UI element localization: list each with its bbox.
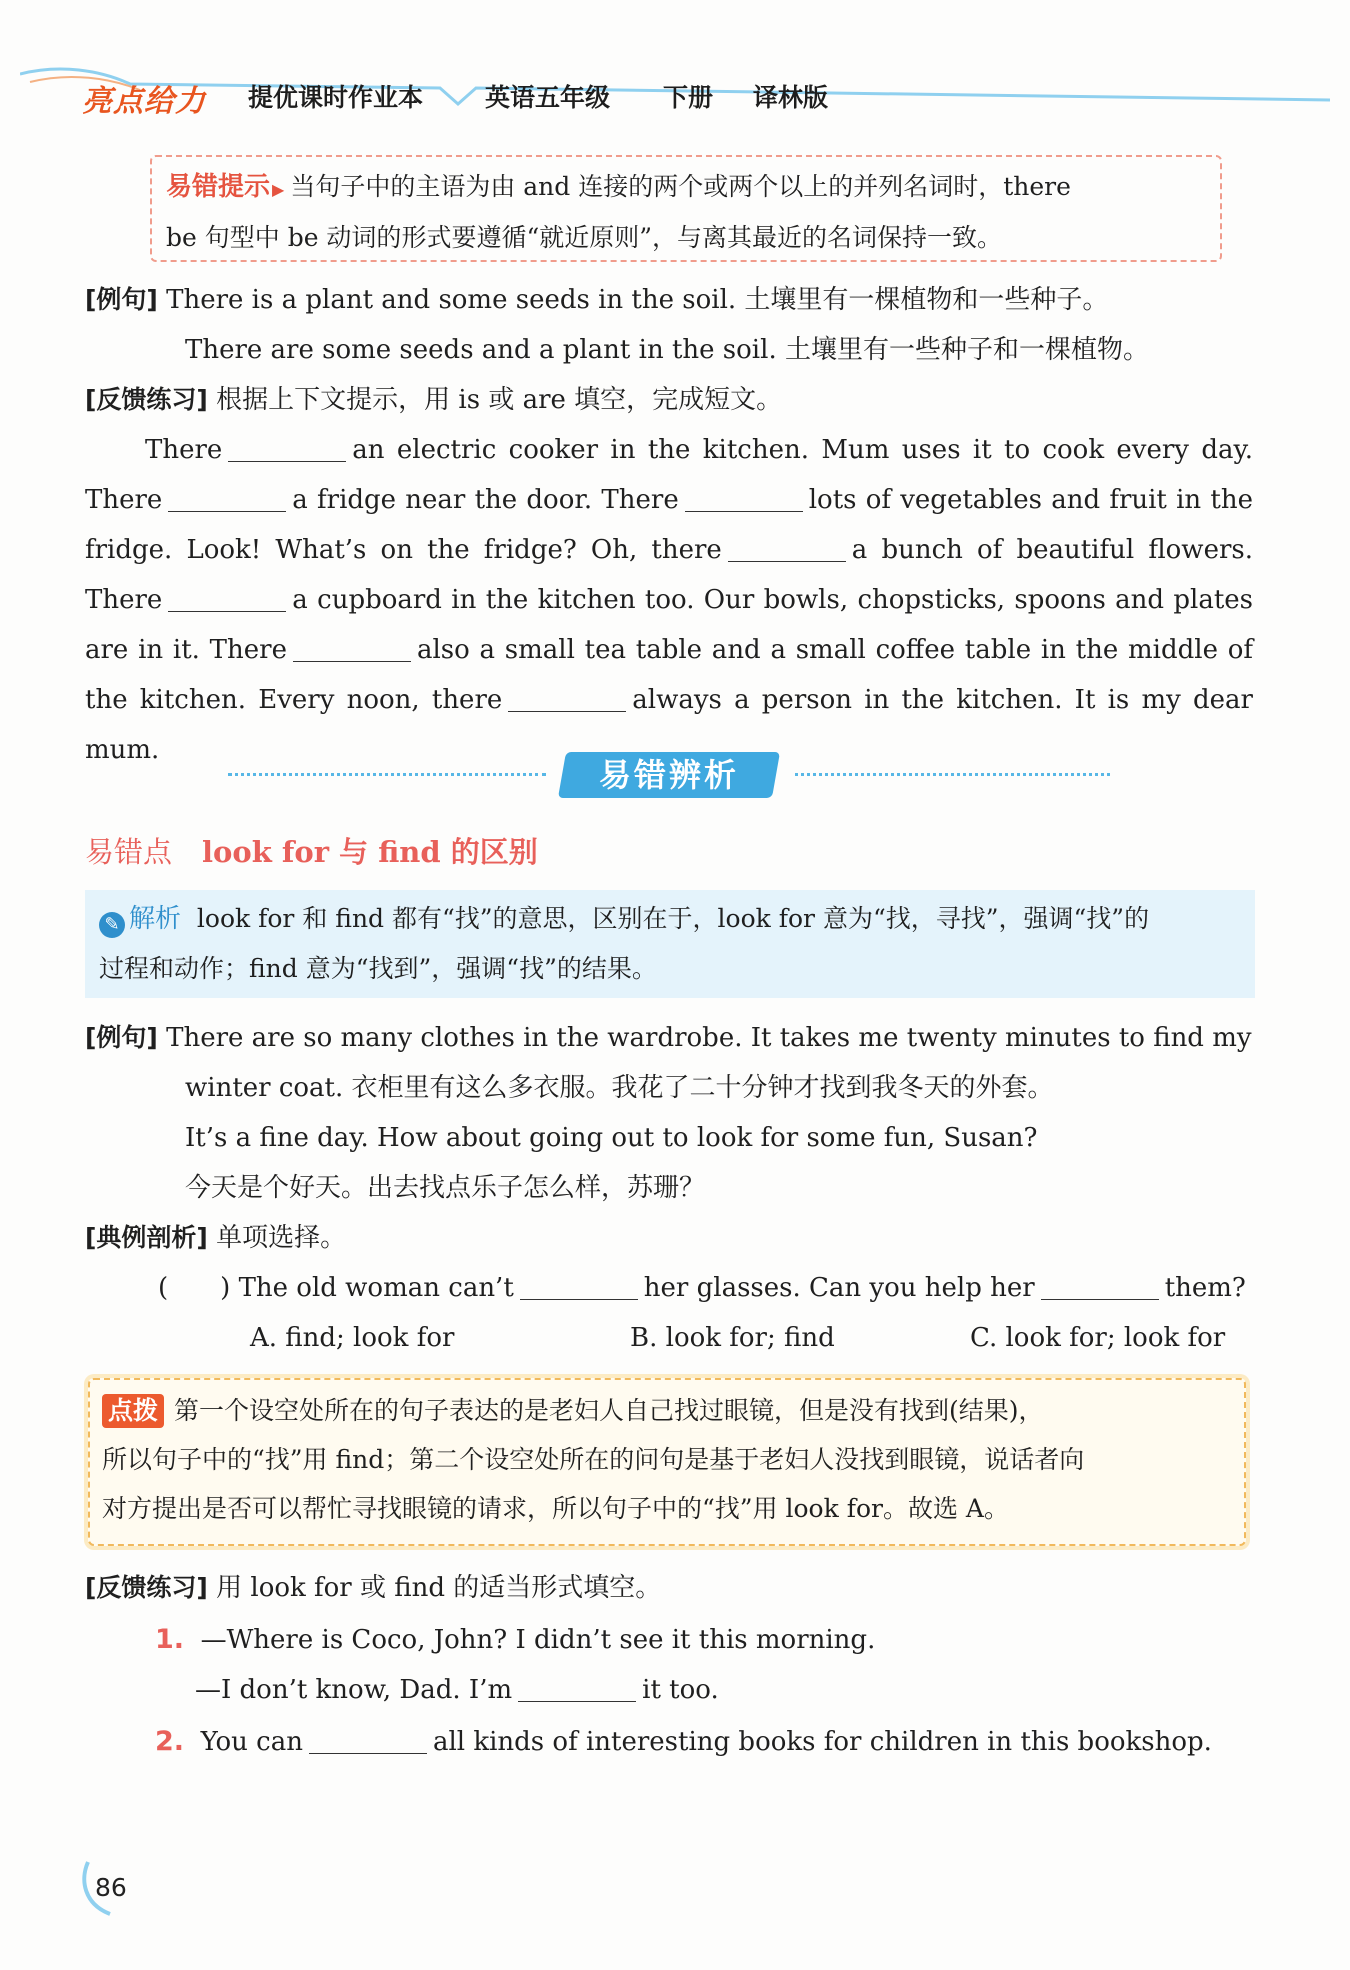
option-a[interactable]: A. find; look for xyxy=(250,1323,455,1353)
answer-blank[interactable] xyxy=(685,510,803,512)
tip-line-1 xyxy=(166,163,1206,214)
tip-text-2: be 句型中 be 动词的形式要遵循“就近原则”，与离其最近的名词保持一致。 xyxy=(166,223,1003,252)
answer-blank[interactable] xyxy=(520,1298,638,1300)
question-part-3: them? xyxy=(1164,1273,1246,1303)
cloze-segment: There xyxy=(145,435,223,465)
triangle-arrow-icon: ▶ xyxy=(272,180,285,199)
cloze-passage xyxy=(85,425,1253,775)
example2-text1: There are so many clothes in the wardrobe. It takes me twenty minutes to find my xyxy=(166,1023,1252,1053)
hint-line-1 xyxy=(102,1386,1230,1435)
hint-text-1: 第一个设空处所在的句子表达的是老妇人自己找过眼镜，但是没有找到(结果)， xyxy=(174,1396,1044,1425)
edition-label: 译林版 xyxy=(753,83,829,112)
example2-text2: winter coat. 衣柜里有这么多衣服。我花了二十分钟才找到我冬天的外套。 xyxy=(185,1073,1054,1103)
practice1-instruction: 根据上下文提示，用 is 或 are 填空，完成短文。 xyxy=(216,385,783,415)
analysis-text-2: 过程和动作；find 意为“找到”，强调“找”的结果。 xyxy=(99,954,657,983)
pencil-check-icon: ✎ xyxy=(99,912,125,938)
answer-blank[interactable] xyxy=(508,710,626,712)
question-part-2: her glasses. Can you help her xyxy=(643,1273,1035,1303)
q1-text-2b: it too. xyxy=(642,1675,719,1705)
practice2-q1-line1 xyxy=(155,1622,875,1658)
cloze-segment: a fridge near the door. There xyxy=(292,485,679,515)
question-part-1: The old woman can’t xyxy=(238,1273,514,1303)
cloze-segment: lots of vegetables and fruit in the fridge. Look! What’s on the fridge? Oh, there xyxy=(85,485,1253,565)
answer-blank[interactable] xyxy=(309,1752,427,1754)
typical-instruction: 单项选择。 xyxy=(216,1223,347,1253)
answer-blank[interactable] xyxy=(728,560,846,562)
question-number: 1. xyxy=(155,1624,185,1655)
cloze-segment: a bunch of beautiful flowers. There xyxy=(85,535,1253,615)
banner-dotted-line-left xyxy=(228,773,546,776)
error-tip-box xyxy=(150,155,1222,262)
q2-text-b: all kinds of interesting books for children in this bookshop. xyxy=(432,1727,1212,1757)
cloze-segment: an electric cooker in the kitchen. Mum uses it to cook every day. There xyxy=(85,435,1253,515)
analysis-label: 解析 xyxy=(129,904,182,934)
example2-text3: It’s a fine day. How about going out to look for some fun, Susan? xyxy=(185,1123,1038,1153)
practice1-heading xyxy=(85,382,782,418)
practice2-heading xyxy=(85,1570,661,1606)
example1-text2: There are some seeds and a plant in the soil. 土壤里有一些种子和一棵植物。 xyxy=(185,335,1149,365)
answer-blank[interactable] xyxy=(168,510,286,512)
cloze-segment: always a person in the kitchen. It is my dear mum. xyxy=(85,685,1253,765)
hint-label: 点拨 xyxy=(102,1394,164,1428)
typical-heading xyxy=(85,1220,346,1256)
error-point-heading xyxy=(85,830,538,871)
option-b[interactable]: B. look for; find xyxy=(630,1323,835,1353)
question-number: 2. xyxy=(155,1726,185,1757)
answer-blank[interactable] xyxy=(293,660,411,662)
typical-tag: [典例剖析] xyxy=(85,1223,208,1252)
example-tag: [例句] xyxy=(85,285,158,314)
q1-text-1: —Where is Coco, John? I didn’t see it this morning. xyxy=(200,1625,876,1655)
typical-question xyxy=(158,1270,1246,1306)
answer-paren[interactable]: ( ) xyxy=(158,1273,231,1303)
hint-text-2: 所以句子中的“找”用 find；第二个设空处所在的问句是基于老妇人没找到眼镜，说话者向 xyxy=(102,1445,1085,1474)
section-banner-title: 易错辨析 xyxy=(598,756,739,794)
cloze-segment: a cupboard in the kitchen too. Our bowls, chopsticks, spoons and plates are in it. There xyxy=(85,585,1253,665)
analysis-box xyxy=(85,890,1255,998)
answer-blank[interactable] xyxy=(168,610,286,612)
series-title: 提优课时作业本 xyxy=(248,83,424,112)
example2-line1 xyxy=(85,1020,1252,1056)
practice2-q1-line2 xyxy=(195,1672,719,1708)
answer-blank[interactable] xyxy=(1041,1298,1159,1300)
tip-label: 易错提示 xyxy=(166,172,271,202)
answer-blank[interactable] xyxy=(518,1700,636,1702)
q2-text-a: You can xyxy=(200,1727,303,1757)
analysis-line-1 xyxy=(99,894,1241,944)
grade-label: 英语五年级 xyxy=(485,83,611,112)
practice2-instruction: 用 look for 或 find 的适当形式填空。 xyxy=(216,1573,662,1603)
topic-title: look for 与 find 的区别 xyxy=(202,835,538,869)
option-c[interactable]: C. look for; look for xyxy=(970,1323,1226,1353)
hint-text-3: 对方提出是否可以帮忙寻找眼镜的请求，所以句子中的“找”用 look for。故选 A。 xyxy=(102,1494,1009,1523)
page-header xyxy=(20,60,1330,130)
practice-tag: [反馈练习] xyxy=(85,1573,208,1602)
volume-label: 下册 xyxy=(663,83,714,112)
practice-tag: [反馈练习] xyxy=(85,385,208,414)
hint-box xyxy=(88,1378,1246,1546)
page-number: 86 xyxy=(95,1873,127,1902)
topic-label: 易错点 xyxy=(85,835,173,869)
practice2-q2 xyxy=(155,1724,1212,1760)
tip-text-1: 当句子中的主语为由 and 连接的两个或两个以上的并列名词时，there xyxy=(290,172,1071,201)
analysis-text-1: look for 和 find 都有“找”的意思，区别在于，look for 意为“找，寻找”，强调“找”的 xyxy=(196,904,1150,933)
example1-line1 xyxy=(85,282,1108,318)
banner-dotted-line-right xyxy=(795,773,1110,776)
example2-text4: 今天是个好天。出去找点乐子怎么样，苏珊？ xyxy=(185,1173,706,1203)
q1-text-2a: —I don’t know, Dad. I’m xyxy=(195,1675,513,1705)
cloze-segment: also a small tea table and a small coffee table in the middle of the kitchen. Every noon, there xyxy=(85,635,1253,715)
answer-blank[interactable] xyxy=(228,460,346,462)
example1-text1: There is a plant and some seeds in the soil. 土壤里有一棵植物和一些种子。 xyxy=(166,285,1109,315)
example-tag: [例句] xyxy=(85,1023,158,1052)
brand-logo-text: 亮点给力 xyxy=(82,84,206,119)
